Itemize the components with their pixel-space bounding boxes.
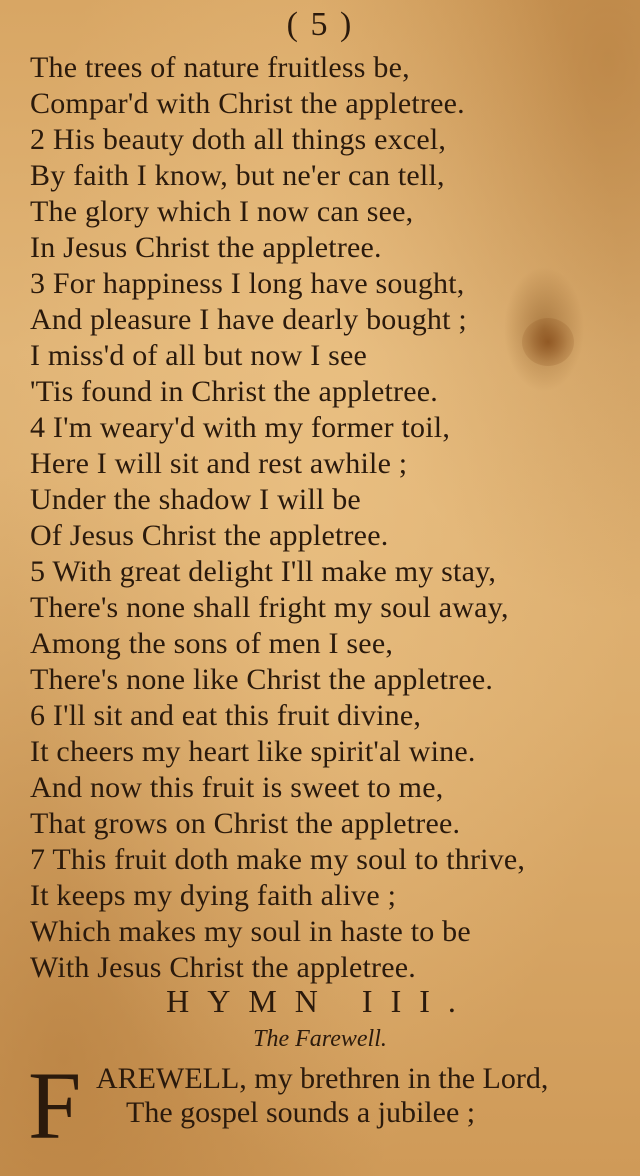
verse-line: Among the sons of men I see,: [30, 627, 394, 660]
verse-line: And now this fruit is sweet to me,: [30, 771, 444, 804]
verse-line: By faith I know, but ne'er can tell,: [30, 159, 445, 192]
verse-line: Which makes my soul in haste to be: [30, 915, 471, 948]
verse-line: It cheers my heart like spirit'al wine.: [30, 735, 476, 768]
verse-line: That grows on Christ the appletree.: [30, 807, 461, 840]
verse-line: With Jesus Christ the appletree.: [30, 951, 416, 984]
verse-line: 4 I'm weary'd with my former toil,: [30, 411, 451, 444]
verse-line: Under the shadow I will be: [30, 483, 361, 516]
verse-line: There's none shall fright my soul away,: [30, 591, 509, 624]
verse-line: The trees of nature fruitless be,: [30, 51, 410, 84]
hymn-title: HYMN III.: [166, 983, 474, 1019]
verse-line: And pleasure I have dearly bought ;: [30, 303, 467, 336]
verse-line: 7 This fruit doth make my soul to thrive,: [30, 843, 526, 876]
verse-line: It keeps my dying faith alive ;: [30, 879, 397, 912]
verse-line: There's none like Christ the appletree.: [30, 663, 494, 696]
drop-cap: F: [28, 1052, 82, 1159]
hymn-subtitle: The Farewell.: [253, 1026, 387, 1052]
verse-line: 5 With great delight I'll make my stay,: [30, 555, 497, 588]
hymn-ii-text: [30, 50, 620, 986]
hymn-iii-line-1: AREWELL, my brethren in the Lord,: [96, 1062, 549, 1095]
verse-line: Of Jesus Christ the appletree.: [30, 519, 389, 552]
page-number: ( 5 ): [286, 6, 354, 43]
hymn-iii-line-2: The gospel sounds a jubilee ;: [126, 1096, 476, 1129]
verse-line: 'Tis found in Christ the appletree.: [30, 375, 438, 408]
verse-line: The glory which I now can see,: [30, 195, 414, 228]
verse-line: Compar'd with Christ the appletree.: [30, 87, 465, 120]
verse-line: Here I will sit and rest awhile ;: [30, 447, 408, 480]
verse-line: 3 For happiness I long have sought,: [30, 267, 465, 300]
verse-line: In Jesus Christ the appletree.: [30, 231, 382, 264]
verse-line: 6 I'll sit and eat this fruit divine,: [30, 699, 422, 732]
verse-line: I miss'd of all but now I see: [30, 339, 367, 372]
verse-line: 2 His beauty doth all things excel,: [30, 123, 447, 156]
